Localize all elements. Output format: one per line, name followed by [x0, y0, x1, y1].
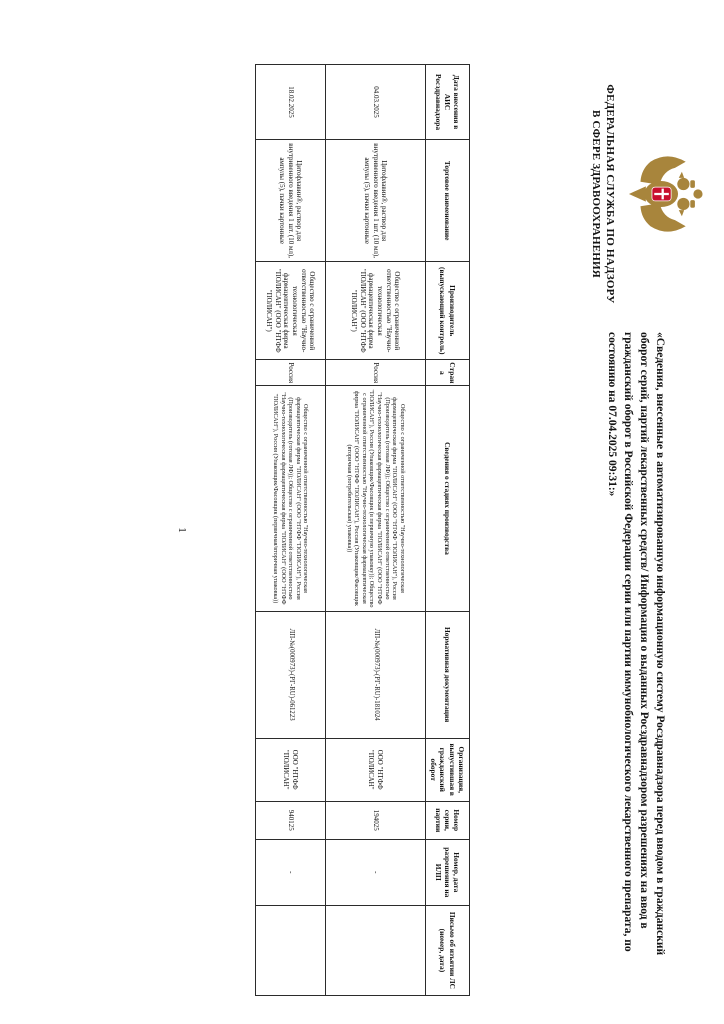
cell-recall-letter: [256, 905, 326, 995]
col-header-release-org: Организация, выпустившая в гражданский оборот: [426, 738, 470, 801]
col-header-date-entered: Дата внесения в АИС Росздравнадзора: [426, 65, 470, 140]
col-header-permit-number: Номер, дата разрешения на ИЛП: [426, 839, 470, 905]
cell-date-entered: 04.03.2025: [326, 65, 426, 140]
col-header-manufacturer: Производитель (выпускающий контроль): [426, 262, 470, 360]
cell-permit-number: -: [326, 839, 426, 905]
cell-batch-number: 940125: [256, 801, 326, 839]
release-report-table: [255, 64, 470, 996]
table-header-row: [426, 65, 470, 996]
cell-release-org: ООО "НТФФ "ПОЛИСАН": [326, 738, 426, 801]
table-row: [326, 65, 426, 996]
cell-country: Россия: [256, 360, 326, 386]
col-header-normative-doc: Нормативная документация: [426, 611, 470, 738]
cell-manufacturer: Общество с ограниченной ответственностью "Научно-технологическая фармацевтическая фирма "ПОЛИСАН" (ООО "НТФФ "ПОЛИСАН"): [326, 262, 426, 360]
cell-batch-number: 194025: [326, 801, 426, 839]
cell-normative-doc: ЛП-№(000973)-(РГ-RU)-181024: [326, 611, 426, 738]
cell-trade-name: Цитофлавин®, раствор для внутривенного введения 1 шт. (10 мл), ампулы (5), пачки картонные: [256, 140, 326, 262]
cell-trade-name: Цитофлавин®, раствор для внутривенного введения 1 шт. (10 мл), ампулы (5), пачки картонные: [326, 140, 426, 262]
cell-permit-number: -: [256, 839, 326, 905]
agency-name-line1: ФЕДЕРАЛЬНАЯ СЛУЖБА ПО НАДЗОРУ: [604, 84, 616, 304]
col-header-batch-number: Номер серии, партии: [426, 801, 470, 839]
cell-date-entered: 18.02.2025: [256, 65, 326, 140]
cell-manufacturer: Общество с ограниченной ответственностью "Научно-технологическая фармацевтическая фирма "ПОЛИСАН" (ООО "НТФФ "ПОЛИСАН"): [256, 262, 326, 360]
cell-normative-doc: ЛП-№(000973)-(РГ-RU)-061223: [256, 611, 326, 738]
col-header-recall-letter: Письмо об изъятии ЛС (номер, дата): [426, 905, 470, 995]
col-header-production-stages: Сведения о стадиях производства: [426, 386, 470, 611]
letterhead: [588, 56, 708, 332]
double-headed-eagle-emblem-icon: [622, 148, 708, 240]
agency-name-line2: В СФЕРЕ ЗДРАВООХРАНЕНИЯ: [589, 110, 602, 278]
cell-production-stages: Общество с ограниченной ответственностью "Научно-технологическая фармацевтическая фирма "ПОЛИСАН" (ООО "НТФФ "ПОЛИСАН"), Россия (Производитель (готовая ЛФ)); Общество с ограниченной ответственностью "Научно-технологическая фармацевтическая фирма "ПОЛИСАН" (ООО "НТФФ "ПОЛИСАН"), Россия (Упаковщик/Фасовщик (в первичную упаковку)); Общество с ограниченной ответственностью "Научно-технологическая фармацевтическая фирма "ПОЛИСАН" (ООО "НТФФ "ПОЛИСАН"), Россия (Упаковщик/Фасовщик (вторичная (потребительская) упаковка)): [326, 386, 426, 611]
report-title: «Сведения, внесенные в автоматизированную информационную систему Росздравнадзора перед вводом в гражданский оборот серий, партий лекарственных средств/ Информация о выданных Росздравнадзором разрешениях на ввод в гражданский оборот в Российской Федерации серии или партии иммунобиологического лекарственного препарата, по состоянию на 07.04.2025 09:31:»: [605, 332, 666, 956]
cell-country: Россия: [326, 360, 426, 386]
cell-recall-letter: [326, 905, 426, 995]
table-row: [256, 65, 326, 996]
col-header-country: Страна: [426, 360, 470, 386]
col-header-trade-name: Торговое наименование: [426, 140, 470, 262]
cell-release-org: ООО "НТФФ "ПОЛИСАН": [256, 738, 326, 801]
cell-production-stages: Общество с ограниченной ответственностью "Научно-технологическая фармацевтическая фирма "ПОЛИСАН" (ООО "НТФФ "ПОЛИСАН"), Россия (Производитель (готовая ЛФ)); Общество с ограниченной ответственностью "Научно-технологическая фармацевтическая фирма "ПОЛИСАН" (ООО "НТФФ "ПОЛИСАН"), Россия (Упаковщик/Фасовщик (первичная/вторичная упаковка)): [256, 386, 326, 611]
page-number: 1: [176, 527, 188, 533]
